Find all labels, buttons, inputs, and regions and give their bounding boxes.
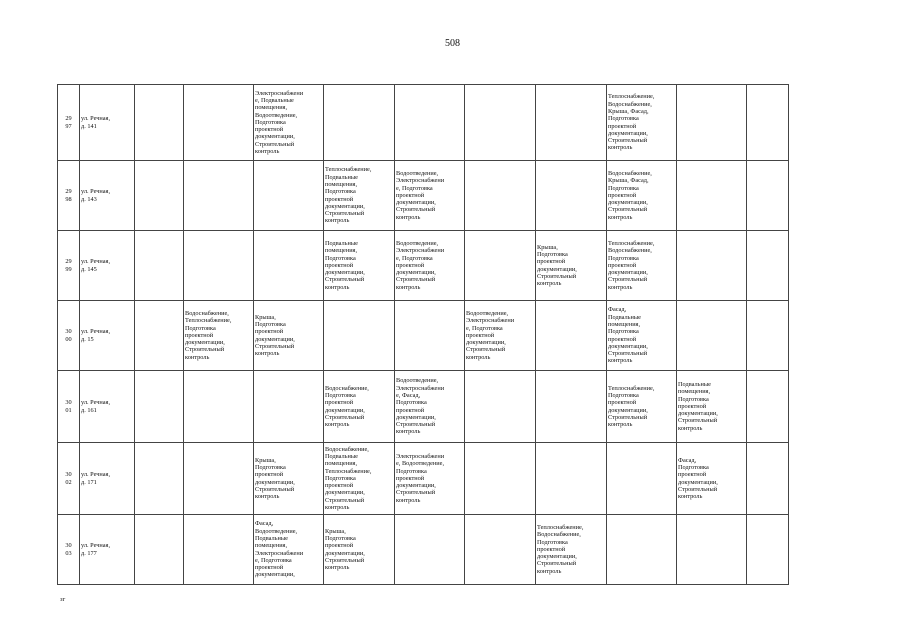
work-cell (395, 515, 465, 585)
address-cell: ул. Речная, д. 177 (80, 515, 135, 585)
row-number-cell: 30 00 (58, 301, 80, 371)
row-number-cell: 30 03 (58, 515, 80, 585)
work-cell (677, 231, 747, 301)
work-cell (135, 443, 184, 515)
work-cell (254, 231, 324, 301)
work-cell (677, 515, 747, 585)
work-cell (184, 85, 254, 161)
work-cell (184, 515, 254, 585)
work-cell: Крыша, Подготовка проектной документации, Строительный контроль (324, 515, 395, 585)
row-number-cell: 29 98 (58, 161, 80, 231)
work-cell (184, 371, 254, 443)
work-schedule-table (57, 84, 789, 585)
work-cell: Электроснабжени е, Водоотведение, Подготовка проектной документации, Строительный контроль (395, 443, 465, 515)
work-cell (465, 371, 536, 443)
work-cell (135, 161, 184, 231)
work-cell (135, 371, 184, 443)
work-cell: Подвальные помещения, Подготовка проектной документации, Строительный контроль (677, 371, 747, 443)
work-cell (324, 301, 395, 371)
work-cell: Теплоснабжение, Подготовка проектной документации, Строительный контроль (607, 371, 677, 443)
row-number-cell: 30 01 (58, 371, 80, 443)
work-cell: Теплоснабжение, Подвальные помещения, Подготовка проектной документации, Строительный контроль (324, 161, 395, 231)
work-cell: Водоснабжение, Теплоснабжение, Подготовка проектной документации, Строительный контроль (184, 301, 254, 371)
work-cell (135, 85, 184, 161)
table-row (58, 301, 789, 371)
table-row (58, 371, 789, 443)
work-cell (135, 301, 184, 371)
work-cell: Водоотведение, Электроснабжени е, Подготовка проектной документации, Строительный контроль (395, 161, 465, 231)
work-cell (607, 443, 677, 515)
work-cell (465, 85, 536, 161)
work-cell: Крыша, Подготовка проектной документации, Строительный контроль (254, 443, 324, 515)
table-row (58, 231, 789, 301)
work-cell (465, 515, 536, 585)
work-cell: Фасад, Водоотведение, Подвальные помещения, Электроснабжени е, Подготовка проектной документации, (254, 515, 324, 585)
table-row (58, 443, 789, 515)
work-cell (536, 301, 607, 371)
work-cell (184, 161, 254, 231)
work-cell (677, 161, 747, 231)
work-cell: Крыша, Подготовка проектной документации, Строительный контроль (536, 231, 607, 301)
address-cell: ул. Речная, д. 161 (80, 371, 135, 443)
work-cell: Водоотведение, Электроснабжени е, Фасад, Подготовка проектной документации, Строительный контроль (395, 371, 465, 443)
work-cell: Теплоснабжение, Водоснабжение, Подготовка проектной документации, Строительный контроль (607, 231, 677, 301)
address-cell: ул. Речная, д. 15 (80, 301, 135, 371)
work-cell (536, 443, 607, 515)
work-cell: Электроснабжени е, Подвальные помещения, Водоотведение, Подготовка проектной документации, Строительный контроль (254, 85, 324, 161)
table-row (58, 85, 789, 161)
work-cell (465, 231, 536, 301)
work-cell (536, 371, 607, 443)
row-number-cell: 30 02 (58, 443, 80, 515)
work-cell: Фасад, Подвальные помещения, Подготовка проектной документации, Строительный контроль (607, 301, 677, 371)
address-cell: ул. Речная, д. 171 (80, 443, 135, 515)
footer-mark: зг (60, 596, 66, 603)
address-cell: ул. Речная, д. 141 (80, 85, 135, 161)
table-row (58, 161, 789, 231)
work-cell (607, 515, 677, 585)
work-cell (747, 515, 789, 585)
work-cell (184, 443, 254, 515)
work-cell (135, 231, 184, 301)
work-cell: Водоснабжение, Подвальные помещения, Теплоснабжение, Подготовка проектной документации, Строительный контроль (324, 443, 395, 515)
work-cell (747, 161, 789, 231)
work-cell: Водоснабжение, Подготовка проектной документации, Строительный контроль (324, 371, 395, 443)
work-cell (184, 231, 254, 301)
work-cell: Водоотведение, Электроснабжени е, Подготовка проектной документации, Строительный контроль (395, 231, 465, 301)
work-cell: Водоотведение, Электроснабжени е, Подготовка проектной документации, Строительный контроль (465, 301, 536, 371)
work-cell (465, 161, 536, 231)
work-cell (747, 443, 789, 515)
table-body (58, 85, 789, 585)
work-cell: Теплоснабжение, Водоснабжение, Крыша, Фасад, Подготовка проектной документации, Строительный контроль (607, 85, 677, 161)
page-number: 508 (445, 38, 460, 49)
work-cell (135, 515, 184, 585)
work-cell (747, 371, 789, 443)
work-cell (677, 85, 747, 161)
work-cell (747, 301, 789, 371)
work-cell (254, 161, 324, 231)
table-row (58, 515, 789, 585)
work-cell (254, 371, 324, 443)
work-cell (747, 231, 789, 301)
work-cell (395, 85, 465, 161)
work-cell (677, 301, 747, 371)
work-cell: Подвальные помещения, Подготовка проектной документации, Строительный контроль (324, 231, 395, 301)
row-number-cell: 29 97 (58, 85, 80, 161)
address-cell: ул. Речная, д. 145 (80, 231, 135, 301)
work-cell (536, 161, 607, 231)
address-cell: ул. Речная, д. 143 (80, 161, 135, 231)
work-cell (536, 85, 607, 161)
work-cell (395, 301, 465, 371)
work-cell: Крыша, Подготовка проектной документации, Строительный контроль (254, 301, 324, 371)
work-cell: Водоснабжение, Крыша, Фасад, Подготовка проектной документации, Строительный контроль (607, 161, 677, 231)
work-cell: Фасад, Подготовка проектной документации, Строительный контроль (677, 443, 747, 515)
row-number-cell: 29 99 (58, 231, 80, 301)
work-cell (747, 85, 789, 161)
work-cell (324, 85, 395, 161)
work-cell: Теплоснабжение, Водоснабжение, Подготовка проектной документации, Строительный контроль (536, 515, 607, 585)
work-cell (465, 443, 536, 515)
